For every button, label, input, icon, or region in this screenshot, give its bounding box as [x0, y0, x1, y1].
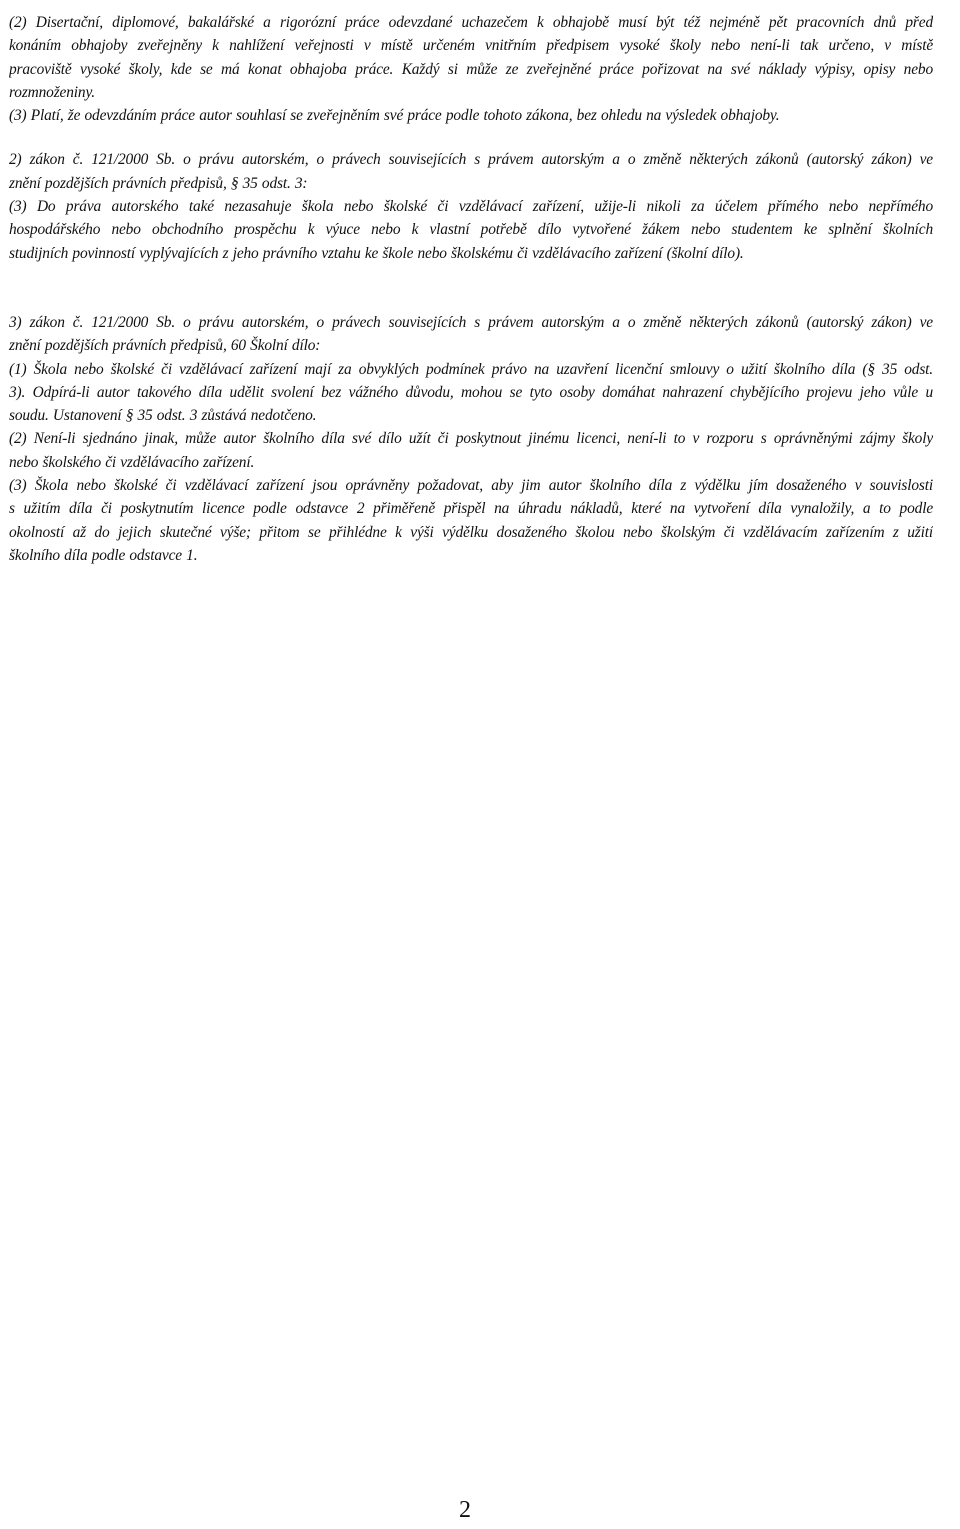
text-line: (2) Není-li sjednáno jinak, může autor školního díla své dílo užít či poskytnout jinému licenci, není-li to v rozporu s oprávněnými zájmy školy [9, 430, 933, 448]
text-line: hospodářského nebo obchodního prospěchu k výuce nebo k vlastní potřebě dílo vytvořené žákem nebo studentem ke splnění školních [9, 221, 933, 239]
text-line: s užitím díla či poskytnutím licence podle odstavce 2 přiměřeně přispěl na úhradu nákladů, které na vytvoření díla vynaložily, a to podle [9, 500, 933, 518]
text-line: (3) Škola nebo školské či vzdělávací zařízení jsou oprávněny požadovat, aby jim autor školního díla z výdělku jím dosaženého v souvislosti [9, 477, 933, 495]
document-body [9, 11, 933, 567]
text-line: 2) zákon č. 121/2000 Sb. o právu autorském, o právech souvisejících s právem autorským a o změně některých zákonů (autorský zákon) ve [9, 151, 933, 169]
text-line: pracoviště vysoké školy, kde se má konat obhajoba práce. Každý si může ze zveřejněné práce pořizovat na své náklady výpisy, opisy nebo [9, 60, 933, 78]
text-line: rozmnoženiny. [9, 83, 95, 101]
text-line: 3). Odpírá-li autor takového díla udělit svolení bez vážného důvodu, mohou se tyto osoby domáhat nahrazení chybějícího projevu jeho vůle u [9, 383, 933, 401]
text-line: 3) zákon č. 121/2000 Sb. o právu autorském, o právech souvisejících s právem autorským a o změně některých zákonů (autorský zákon) ve [9, 313, 933, 331]
text-line: (3) Do práva autorského také nezasahuje škola nebo školské či vzdělávací zařízení, užije-li nikoli za účelem přímého nebo nepřímého [9, 198, 933, 216]
text-line: studijních povinností vyplývajících z jeho právního vztahu ke škole nebo školskému či vzdělávacího zařízení (školní dílo). [9, 244, 744, 262]
text-line: okolností až do jejich skutečné výše; přitom se přihlédne k výši výdělku dosaženého školou nebo školským či vzdělávacím zařízením z užití [9, 523, 933, 541]
text-line: nebo školského či vzdělávacího zařízení. [9, 453, 255, 471]
text-line: (3) Platí, že odevzdáním práce autor souhlasí se zveřejněním své práce podle tohoto zákona, bez ohledu na výsledek obhajoby. [9, 107, 780, 125]
page-number: 2 [459, 1497, 471, 1523]
text-line: (1) Škola nebo školské či vzdělávací zařízení mají za obvyklých podmínek právo na uzavření licenční smlouvy o užití školního díla (§ 35 odst. [9, 360, 933, 378]
paragraph-gap [9, 127, 933, 148]
text-line: soudu. Ustanovení § 35 odst. 3 zůstává nedotčeno. [9, 407, 317, 425]
text-line: znění pozdějších právních předpisů, 60 Školní dílo: [9, 337, 321, 355]
paragraph-gap [9, 265, 933, 311]
text-line: školního díla podle odstavce 1. [9, 546, 198, 564]
text-line: konáním obhajoby zveřejněny k nahlížení veřejnosti v místě určeném vnitřním předpisem vysoké školy nebo není-li tak určeno, v místě [9, 37, 933, 55]
text-line: znění pozdějších právních předpisů, § 35 odst. 3: [9, 174, 308, 192]
text-line: (2) Disertační, diplomové, bakalářské a rigorózní práce odevzdané uchazečem k obhajobě musí být též nejméně pět pracovních dnů před [9, 14, 933, 31]
